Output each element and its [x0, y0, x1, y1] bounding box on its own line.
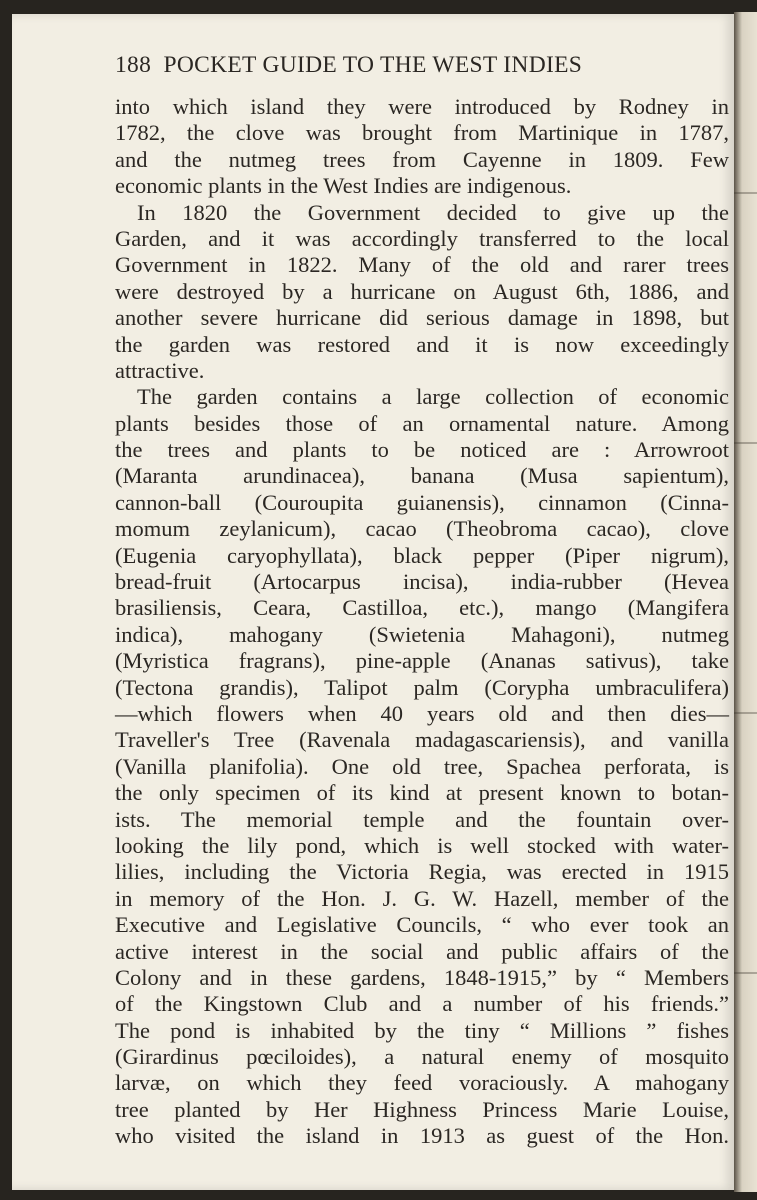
text-line: attractive.	[115, 357, 205, 383]
text-line: another severe hurricane did serious damage in 1898, but	[115, 305, 729, 331]
edge-mark	[734, 972, 757, 974]
text-line: and the nutmeg trees from Cayenne in 1809. Few	[115, 146, 729, 172]
text-line: lilies, including the Victoria Regia, was erected in 1915	[115, 859, 729, 885]
text-line: The garden contains a large collection of economic	[137, 384, 729, 410]
text-line: The pond is inhabited by the tiny “ Millions ” fishes	[115, 1017, 729, 1043]
text-line: indica), mahogany (Swietenia Mahagoni), nutmeg	[115, 621, 729, 647]
text-line: who visited the island in 1913 as guest of the Hon.	[115, 1123, 729, 1149]
text-line: (Eugenia caryophyllata), black pepper (Piper nigrum),	[115, 542, 729, 568]
facing-page-edge	[734, 12, 757, 1192]
text-line: tree planted by Her Highness Princess Marie Louise,	[115, 1096, 729, 1122]
text-line: Garden, and it was accordingly transferred to the local	[115, 225, 729, 251]
text-line: (Vanilla planifolia). One old tree, Spachea perforata, is	[115, 753, 729, 779]
text-line: (Myristica fragrans), pine-apple (Ananas sativus), take	[115, 648, 729, 674]
text-line: 1782, the clove was brought from Martinique in 1787,	[115, 120, 729, 146]
text-line: cannon-ball (Couroupita guianensis), cinnamon (Cinna-	[115, 489, 729, 515]
text-line: ists. The memorial temple and the fountain over-	[115, 806, 729, 832]
text-line: Executive and Legislative Councils, “ who ever took an	[115, 912, 729, 938]
edge-mark	[734, 712, 757, 714]
edge-mark	[734, 442, 757, 444]
text-line: the only specimen of its kind at present known to botan-	[115, 780, 729, 806]
text-line: were destroyed by a hurricane on August 6th, 1886, and	[115, 278, 729, 304]
text-line: plants besides those of an ornamental nature. Among	[115, 410, 729, 436]
running-title: POCKET GUIDE TO THE WEST INDIES	[163, 52, 583, 78]
text-line: Colony and in these gardens, 1848-1915,” by “ Members	[115, 964, 729, 990]
text-line: the trees and plants to be noticed are : Arrowroot	[115, 437, 729, 463]
text-line: Government in 1822. Many of the old and rarer trees	[115, 252, 729, 278]
text-line: (Maranta arundinacea), banana (Musa sapientum),	[115, 463, 729, 489]
running-head	[115, 52, 715, 79]
text-line: into which island they were introduced by Rodney in	[115, 94, 729, 119]
body-text	[115, 94, 729, 1150]
text-line: (Tectona grandis), Talipot palm (Corypha umbraculifera)	[115, 674, 729, 700]
text-line: momum zeylanicum), cacao (Theobroma cacao), clove	[115, 516, 729, 542]
page-number: 188	[115, 52, 152, 78]
text-line: of the Kingstown Club and a number of his friends.”	[115, 991, 729, 1017]
text-line: brasiliensis, Ceara, Castilloa, etc.), mango (Mangifera	[115, 595, 729, 621]
text-line: larvæ, on which they feed voraciously. A mahogany	[115, 1070, 729, 1096]
text-line: in memory of the Hon. J. G. W. Hazell, member of the	[115, 885, 729, 911]
text-line: looking the lily pond, which is well stocked with water-	[115, 832, 729, 858]
text-line: (Girardinus pœciloides), a natural enemy of mosquito	[115, 1044, 729, 1070]
text-line: the garden was restored and it is now exceedingly	[115, 331, 729, 357]
edge-mark	[734, 192, 757, 194]
text-line: —which flowers when 40 years old and then dies—	[115, 700, 729, 726]
text-line: In 1820 the Government decided to give up the	[137, 199, 729, 225]
text-line: economic plants in the West Indies are indigenous.	[115, 173, 572, 199]
text-line: Traveller's Tree (Ravenala madagascariensis), and vanilla	[115, 727, 729, 753]
text-line: active interest in the social and public affairs of the	[115, 938, 729, 964]
text-line: bread-fruit (Artocarpus incisa), india-rubber (Hevea	[115, 569, 729, 595]
